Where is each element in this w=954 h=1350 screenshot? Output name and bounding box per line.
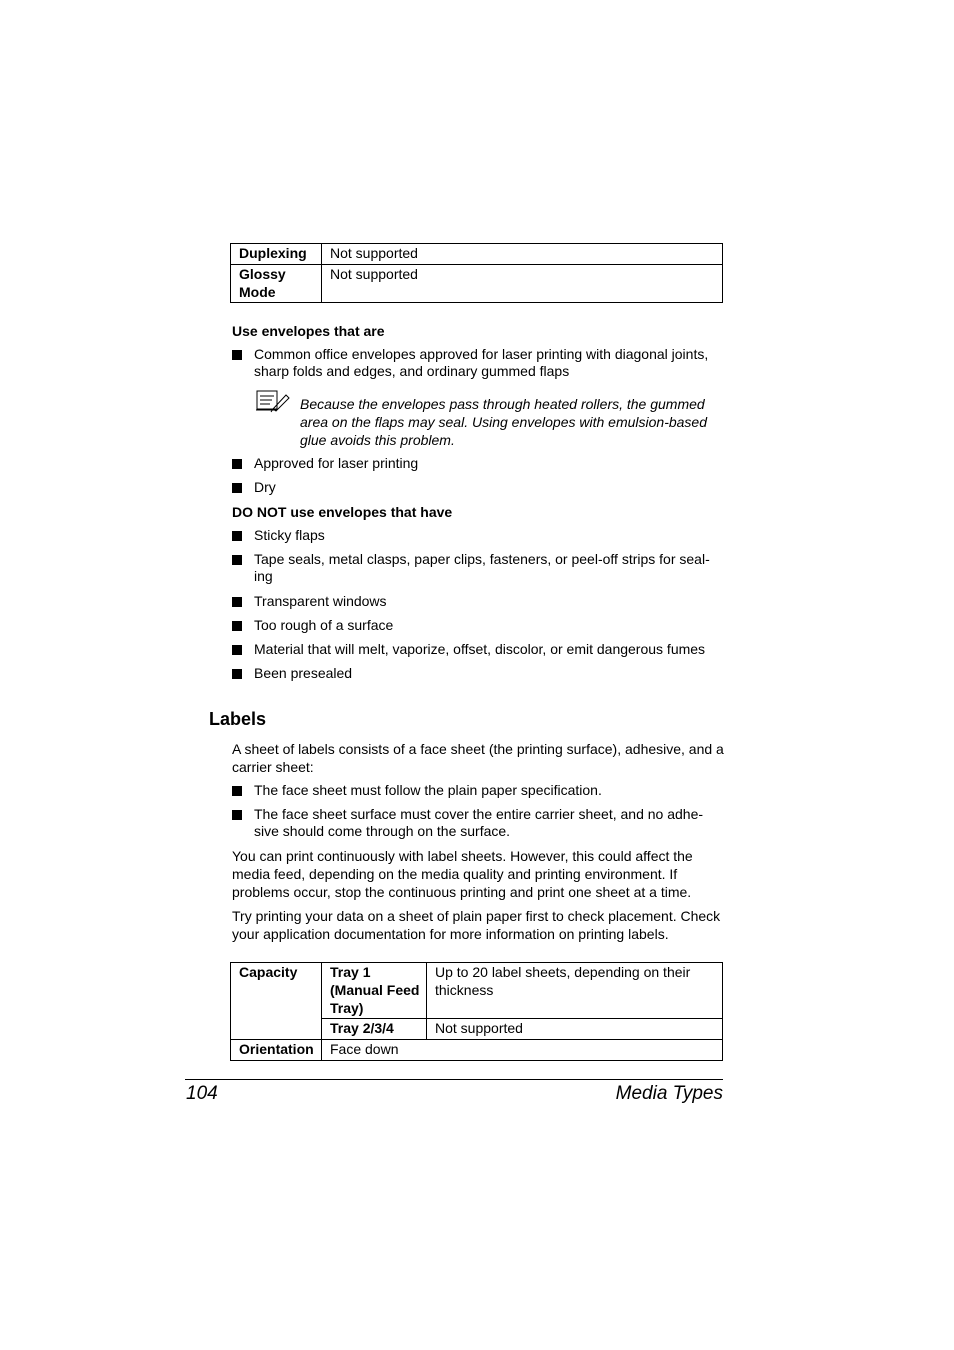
list-item: Been presealed: [232, 665, 724, 682]
bullet-square-icon: [232, 786, 242, 796]
page-number: 104: [186, 1083, 218, 1104]
list-item: Sticky flaps: [232, 527, 724, 544]
bullet-square-icon: [232, 810, 242, 820]
bullet-square-icon: [232, 645, 242, 655]
use-envelopes-heading: Use envelopes that are: [232, 323, 385, 339]
table-row: [231, 265, 723, 303]
bullet-square-icon: [232, 531, 242, 541]
note-pad-icon: [255, 389, 291, 413]
bullet-square-icon: [232, 621, 242, 631]
tray1-value: Up to 20 label sheets, depending on their thickness: [427, 963, 723, 1019]
labels-paragraph-continuous: You can print continuously with label sheets. However, this could affect the media feed, depending on the media quality and printing environment. If problems occur, stop the continuous printing and print one sheet at a time.: [232, 848, 693, 900]
bullet-square-icon: [232, 483, 242, 493]
table-row: [231, 244, 723, 265]
list-item: Common office envelopes approved for laser printing with diagonal joints, sharp folds and edges, and ordinary gummed flaps: [232, 346, 724, 380]
list-item: Material that will melt, vaporize, offset, discolor, or emit dangerous fumes: [232, 641, 724, 658]
list-item: Too rough of a surface: [232, 617, 724, 634]
orientation-value: Face down: [322, 1040, 723, 1061]
glossy-mode-label: Glossy Mode: [231, 265, 322, 303]
table-row: [231, 1040, 723, 1061]
footer-rule: [185, 1079, 723, 1080]
orientation-label: Orientation: [231, 1040, 322, 1061]
labels-intro: A sheet of labels consists of a face sheet (the printing surface), adhesive, and a carrier sheet:: [232, 741, 724, 775]
bullet-square-icon: [232, 669, 242, 679]
labels-paragraph-placement: Try printing your data on a sheet of plain paper first to check placement. Check your application documentation for more information on printing labels.: [232, 908, 721, 942]
note-text: Because the envelopes pass through heated rollers, the gummed area on the flaps may seal. Using envelopes with emulsion-based glue avoids this problem.: [300, 396, 708, 448]
glossy-mode-value: Not supported: [322, 265, 723, 303]
list-item: Dry: [232, 479, 724, 496]
footer-section-title: Media Types: [615, 1083, 723, 1104]
labels-section-title: Labels: [209, 709, 267, 729]
list-item: The face sheet surface must cover the entire carrier sheet, and no adhe-sive should come through on the surface.: [232, 806, 724, 840]
list-item: Tape seals, metal clasps, paper clips, fasteners, or peel-off strips for seal-ing: [232, 551, 724, 585]
labels-spec-table: [230, 962, 723, 1061]
capacity-label: Capacity: [231, 963, 322, 1040]
list-item: Approved for laser printing: [232, 455, 724, 472]
top-spec-table: [230, 243, 723, 303]
bullet-square-icon: [232, 597, 242, 607]
duplexing-value: Not supported: [322, 244, 723, 265]
tray1-label: Tray 1 (Manual Feed Tray): [322, 963, 427, 1019]
bullet-square-icon: [232, 350, 242, 360]
list-item: The face sheet must follow the plain paper specification.: [232, 782, 724, 799]
bullet-square-icon: [232, 555, 242, 565]
list-item: Transparent windows: [232, 593, 724, 610]
do-not-use-heading: DO NOT use envelopes that have: [232, 504, 453, 520]
bullet-square-icon: [232, 459, 242, 469]
duplexing-label: Duplexing: [231, 244, 322, 265]
table-row: [231, 963, 723, 1019]
tray234-label: Tray 2/3/4: [322, 1019, 427, 1040]
tray234-value: Not supported: [427, 1019, 723, 1040]
